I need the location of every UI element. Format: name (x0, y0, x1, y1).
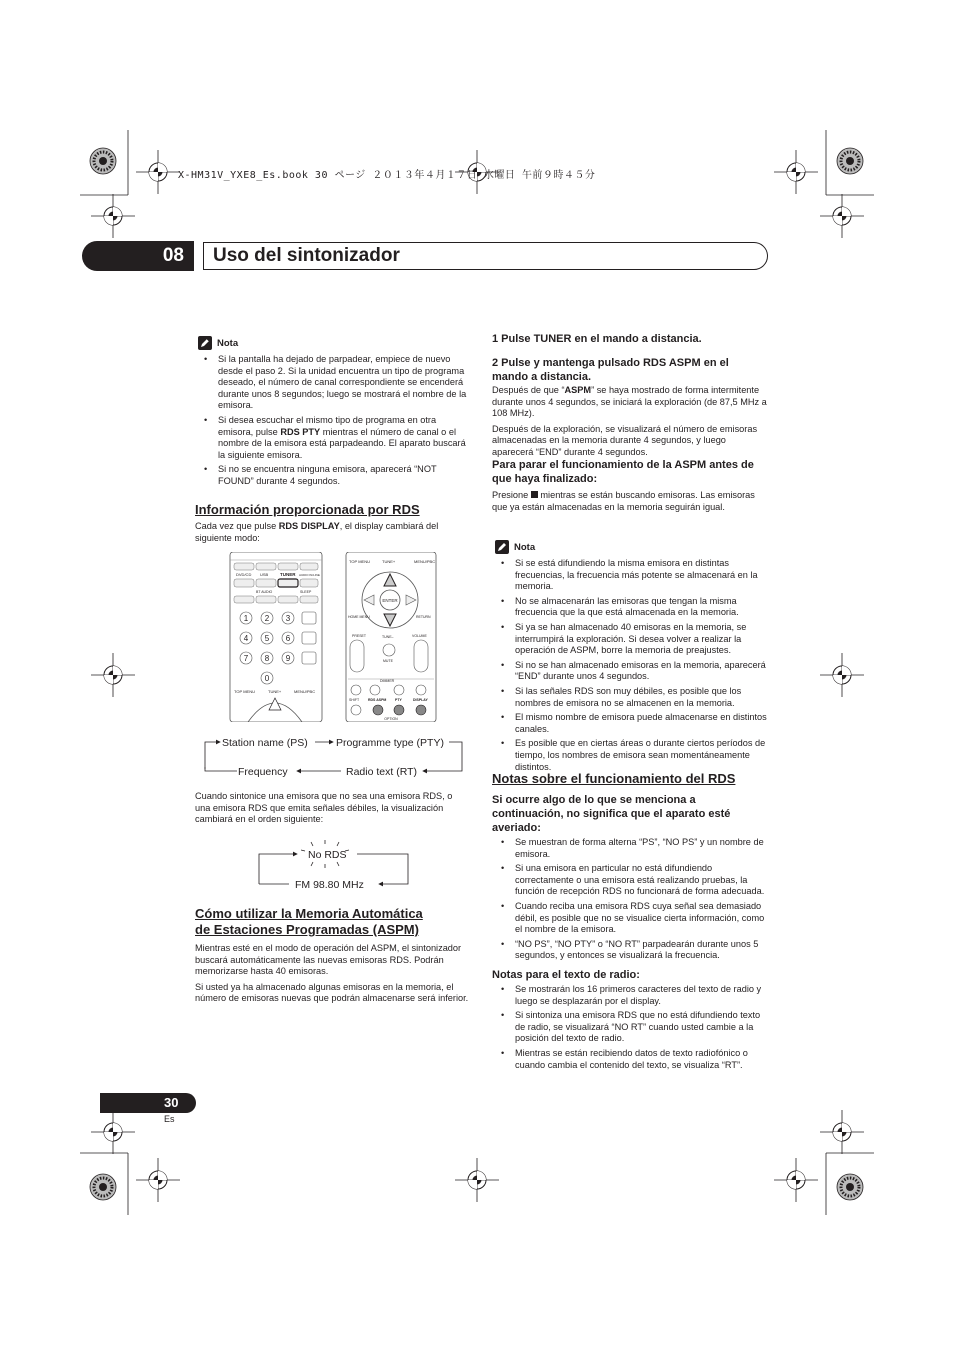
list-item: • Si la pantalla ha dejado de parpadear, empiece de nuevo desde el paso 2. Si la unidad encuentra un tipo de programa deseado, el número de canal correspondiente se encenderá durante unos 8 segundos; luego se mostrará el nombre de la emisora. (195, 354, 470, 412)
number-key: 3 (285, 614, 291, 623)
remote-label: ENTER (382, 598, 398, 603)
list-item: • Si desea escuchar el mismo tipo de programa en otra emisora, pulse RDS PTY mientras el número de canal o el nombre de la emisora está parpadeando. El aparato buscará la siguiente emisora. (195, 415, 470, 461)
right-note-list (492, 558, 767, 776)
page-number: 30 (164, 1095, 179, 1110)
number-key: 8 (264, 654, 270, 663)
list-item: • Se muestran de forma alterna “PS”, “NO PS” y un nombre de emisora. (492, 837, 767, 860)
remote-label: VOLUME (412, 634, 427, 638)
step-2: 2 Pulse y mantenga pulsado RDS ASPM en el mando a distancia. (492, 357, 729, 383)
number-key: 7 (243, 654, 249, 663)
remote-label: PTY (395, 698, 402, 702)
remote-label: TOP MENU (349, 559, 370, 564)
page-language: Es (164, 1114, 175, 1124)
rds-display-cycle-diagram (200, 733, 468, 779)
list-item: • No se almacenarán las emisoras que tengan la misma frecuencia que la que está almacenada en la memoria. (492, 596, 767, 619)
list-item: • El mismo nombre de emisora puede almacenarse en distintos canales. (492, 712, 767, 735)
list-item: • “NO PS”, “NO PTY” o “NO RT” parpadearán durante unos 5 segundos, y entonces se visualizará la frecuencia. (492, 939, 767, 962)
remote-label: MUTE (383, 659, 393, 663)
list-item: • Es posible que en ciertas áreas o durante ciertos períodos de tiempo, los nombres de emisora sean momentáneamente distintos. (492, 738, 767, 773)
no-rds-cycle-diagram (255, 840, 415, 892)
list-item: • Si sintoniza una emisora RDS que no está difundiendo texto de radio, se visualizará “NO RT” cuando usted cambie a la posición del texto de radio. (492, 1010, 767, 1045)
list-item: • Si las señales RDS son muy débiles, es posible que los nombres de emisora no se almacenen en la memoria. (492, 686, 767, 709)
fault-heading: Si ocurre algo de lo que se menciona a continuación, no significa que el aparato esté averiado: (492, 794, 731, 834)
remote-control-illustration (228, 552, 443, 722)
cycle-radio-text: Radio text (RT) (346, 766, 417, 778)
list-item: • Cuando reciba una emisora RDS cuya señal sea demasiado débil, es posible que no se visualice cierta información, como el nombre de la emisora. (492, 901, 767, 936)
remote-label: SLEEP (300, 590, 312, 594)
list-item: • Si ya se han almacenado 40 emisoras en la memoria, se interrumpirá la exploración. Si desea volver a realizar la operación de ASPM, borre la memoria de preajustes. (492, 622, 767, 657)
list-item: • Mientras se están recibiendo datos de texto radiofónico o cuando cambia el contenido del texto, se visualiza “RT”. (492, 1048, 767, 1071)
weak-signal-text: Cuando sintonice una emisora que no sea una emisora RDS, o una emisora RDS que emita señales débiles, la visualización cambiará en el orden siguiente: (195, 791, 453, 825)
list-item: • Si se está difundiendo la misma emisora en distintas frecuencias, la frecuencia más potente se almacenará en la memoria. (492, 558, 767, 593)
remote-label: TOP MENU (234, 689, 255, 694)
number-key: 0 (264, 674, 270, 683)
list-item: • Si una emisora en particular no está difundiendo correctamente o una emisora está realizando pruebas, la función de recepción RDS no funcionará de forma adecuada. (492, 863, 767, 898)
number-key: 5 (264, 634, 270, 643)
remote-label: TUNE– (382, 635, 394, 639)
number-key: 9 (285, 654, 291, 663)
radiotext-list (492, 984, 767, 1074)
list-item: • Se mostrarán los 16 primeros caracteres del texto de radio y luego se desplazarán por el display. (492, 984, 767, 1007)
aspm-heading: Cómo utilizar la Memoria Automática de Estaciones Programadas (ASPM) (195, 906, 423, 937)
step-2-text: Después de que “ASPM” se haya mostrado de forma intermitente durante unos 4 segundos, se iniciará la exploración (de 87,5 MHz a 108 MHz). Después de la exploración, se visualizará el número de emisoras almacenadas en la memoria durante 4 segundos, y luego aparecerá “END” durante 4 segundos. (492, 385, 767, 457)
note-icon (495, 540, 509, 554)
remote-label: DVD/CD (236, 572, 252, 577)
cycle-programme-type: Programme type (PTY) (336, 737, 444, 749)
cycle-frequency: Frequency (238, 766, 288, 778)
list-item: • Si no se encuentra ninguna emisora, aparecerá “NOT FOUND” durante 4 segundos. (195, 464, 470, 487)
list-item: • Si no se han almacenado emisoras en la memoria, aparecerá “END” durante unos 4 segundos. (492, 660, 767, 683)
remote-label: TUNER (280, 572, 296, 577)
remote-label: MENU/PBC (414, 559, 436, 564)
remote-label: DISPLAY (413, 698, 428, 702)
radiotext-heading: Notas para el texto de radio: (492, 969, 640, 981)
number-key: 2 (264, 614, 270, 623)
print-info-line: X-HM31V_YXE8_Es.book 30 ページ ２０１３年４月１７日 水曜日 午前９時４５分 (178, 170, 596, 181)
stop-icon (531, 491, 538, 498)
stop-aspm-heading: Para parar el funcionamiento de la ASPM antes de que haya finalizado: (492, 459, 754, 485)
remote-label: RDS ASPM (368, 698, 387, 702)
remote-label: HOME MENU (348, 615, 370, 619)
note-icon (198, 336, 212, 350)
fm-frequency-label: FM 98.80 MHz (295, 879, 364, 891)
no-rds-label: No RDS (308, 849, 347, 861)
remote-label: OPTION (384, 717, 398, 721)
page-number-tab (100, 1093, 196, 1113)
aspm-text: Mientras esté en el modo de operación del ASPM, el sintonizador buscará automáticamente las nuevas emisoras RDS. Podrán memorizarse hasta 40 emisoras. Si usted ya ha almacenado algunas emisoras en la memoria, el número de emisoras nuevas que podrán almacenarse será inferior. (195, 943, 469, 1004)
remote-label: BT AUDIO (256, 590, 273, 594)
remote-label: TUNE+ (382, 559, 396, 564)
number-key: 1 (243, 614, 249, 623)
chapter-number-tab: 08 (82, 241, 194, 271)
remote-label: SHIFT (349, 698, 360, 702)
remote-label: AUDIO IN/LINE (299, 573, 320, 577)
note-label: Nota (217, 338, 239, 349)
number-key: 4 (243, 634, 249, 643)
remote-label: TUNE+ (268, 689, 282, 694)
stop-aspm-text: Presione mientras se están buscando emisoras. Las emisoras que ya están almacenadas en la memoria seguirán igual. (492, 490, 755, 512)
remote-label: DIMMER (380, 679, 395, 683)
cycle-station-name: Station name (PS) (222, 737, 308, 749)
step-1: 1 Pulse TUNER en el mando a distancia. (492, 333, 702, 345)
remote-label: USB (260, 572, 269, 577)
left-note-list (195, 354, 470, 491)
number-key: 6 (285, 634, 291, 643)
rds-info-heading: Información proporcionada por RDS (195, 502, 420, 517)
rds-notes-heading: Notas sobre el funcionamiento del RDS (492, 771, 736, 786)
remote-label: MENU/PBC (294, 689, 316, 694)
fault-list (492, 837, 767, 965)
note-label: Nota (514, 542, 536, 553)
remote-label: PRESET (352, 634, 367, 638)
chapter-title: Uso del sintonizador (213, 245, 400, 266)
rds-info-text: Cada vez que pulse RDS DISPLAY, el display cambiará del siguiente modo: (195, 521, 439, 543)
remote-label: RETURN (416, 615, 431, 619)
